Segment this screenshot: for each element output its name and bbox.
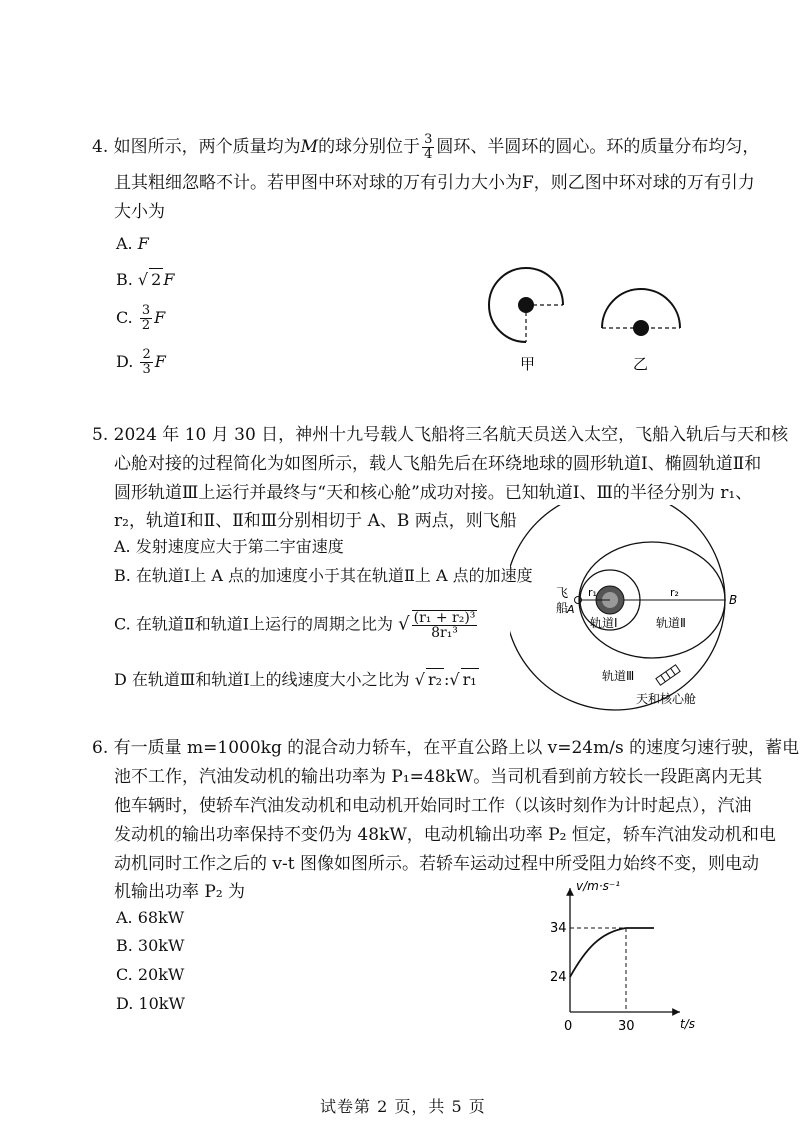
- label-orbit-2: 轨道Ⅱ: [656, 616, 686, 630]
- q6-option-a: A. 68kW: [116, 908, 185, 927]
- label-orbit-1: 轨道Ⅰ: [590, 616, 618, 630]
- q4-number: 4.: [92, 137, 109, 157]
- q5-option-b: B. 在轨道Ⅰ上 A 点的加速度小于其在轨道Ⅱ上 A 点的加速度: [114, 566, 533, 585]
- q4-option-a: A. F: [116, 234, 149, 253]
- x-tick-0: 0: [564, 1019, 573, 1034]
- label-ship-2: 船: [556, 601, 569, 615]
- label-r1: r₁: [588, 586, 597, 599]
- y-axis-label: v/m·s⁻¹: [576, 879, 621, 893]
- label-point-b: B: [729, 593, 738, 607]
- ball-left: [518, 297, 534, 313]
- q6-option-d: D. 10kW: [116, 994, 185, 1013]
- q5-option-d: D 在轨道Ⅲ和轨道Ⅰ上的线速度大小之比为 √ r₂ :√ r₁: [114, 670, 477, 689]
- q6-line-1: 6. 有一质量 m=1000kg 的混合动力轿车，在平直公路上以 v=24m/s 的速度匀速行驶，蓄电: [92, 738, 800, 758]
- q5-option-c: C. 在轨道Ⅱ和轨道Ⅰ上运行的周期之比为 √ $\frac{\text{(r₁ + r₂)³}}{\text{8r₁³}}$: [114, 610, 476, 641]
- station-icon: [656, 665, 680, 685]
- x-tick-30: 30: [618, 1019, 635, 1034]
- q6-line-2: 池不工作，汽油发动机的输出功率为 P₁=48kW。当司机看到前方较长一段距离内无其: [114, 767, 763, 787]
- x-axis-label: t/s: [680, 1017, 695, 1031]
- q4-line-1: 4. 如图所示，两个质量均为M的球分别位于 $\frac{3}{4}$ 圆环、半圆环的圆心。环的质量分布均匀，: [92, 132, 760, 162]
- q4-figure: [480, 262, 700, 382]
- q5-option-a: A. 发射速度应大于第二宇宙速度: [114, 537, 344, 556]
- label-orbit-3: 轨道Ⅲ: [602, 669, 635, 683]
- page-footer: 试卷第 2 页，共 5 页: [320, 1097, 486, 1116]
- label-r2: r₂: [670, 586, 679, 599]
- vt-curve: [570, 928, 626, 977]
- q5-line-3: 圆形轨道Ⅲ上运行并最终与“天和核心舱”成功对接。已知轨道Ⅰ、Ⅲ的半径分别为 r₁、: [114, 483, 753, 503]
- q4-line-3: 大小为: [114, 202, 165, 222]
- y-tick-24: 24: [550, 970, 567, 985]
- q6-line-5: 动机同时工作之后的 v-t 图像如图所示。若轿车运动过程中所受阻力始终不变，则电动: [114, 854, 759, 874]
- q6-option-c: C. 20kW: [116, 965, 185, 984]
- label-ship-1: 飞: [556, 586, 569, 600]
- label-station: 天和核心舱: [636, 692, 697, 706]
- q4-option-b: B. √ 2 F: [116, 270, 175, 289]
- q6-vt-graph: [540, 870, 720, 1038]
- q5-line-2: 心舱对接的过程简化为如图所示，载人飞船先后在环绕地球的圆形轨道Ⅰ、椭圆轨道Ⅱ和: [114, 454, 762, 474]
- q4-line-2: 且其粗细忽略不计。若甲图中环对球的万有引力大小为F，则乙图中环对球的万有引力: [114, 173, 755, 193]
- q4-option-d: D. $\frac{2}{3}$ F: [116, 347, 166, 377]
- ball-right: [633, 320, 649, 336]
- q6-option-b: B. 30kW: [116, 936, 185, 955]
- fraction-three-quarters: $\frac{3}{4}$: [424, 132, 433, 162]
- q5-line-1: 5. 2024 年 10 月 30 日，神州十九号载人飞船将三名航天员送入太空，飞船入轨后与天和核: [92, 425, 789, 445]
- q4-option-c: C. $\frac{3}{2}$ F: [116, 303, 166, 333]
- q5-orbit-figure: [510, 505, 780, 720]
- q6-line-3: 他车辆时，使轿车汽油发动机和电动机开始同时工作（以该时刻作为计时起点），汽油: [114, 796, 752, 816]
- q6-line-6: 机输出功率 P₂ 为: [114, 882, 246, 902]
- label-yi: 乙: [633, 355, 649, 373]
- label-jia: 甲: [520, 355, 536, 373]
- q5-line-4: r₂，轨道Ⅰ和Ⅱ、Ⅱ和Ⅲ分别相切于 A、B 两点，则飞船: [114, 511, 517, 531]
- q6-line-4: 发动机的输出功率保持不变仍为 48kW，电动机输出功率 P₂ 恒定，轿车汽油发动机和电: [114, 825, 776, 845]
- y-tick-34: 34: [550, 921, 567, 936]
- label-point-a: A: [567, 603, 575, 616]
